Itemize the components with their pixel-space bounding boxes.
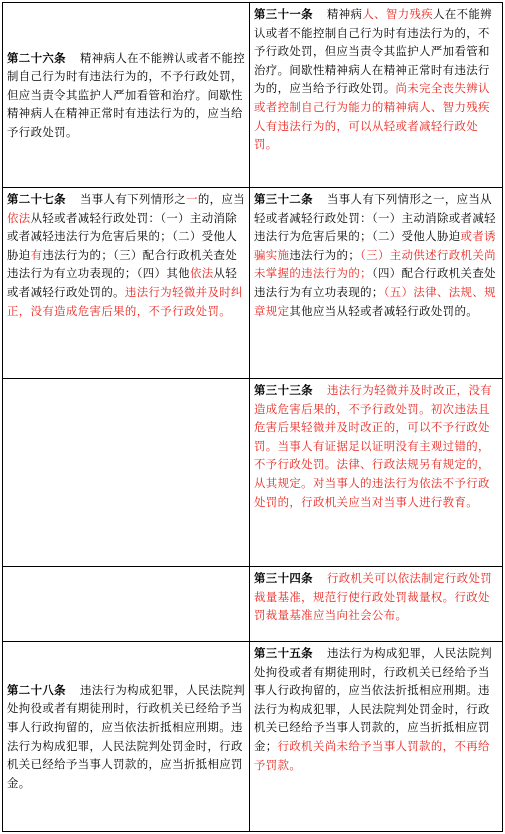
row-5-new-article-cell bbox=[249, 641, 503, 832]
article-text: 违法行为的； bbox=[289, 247, 361, 262]
revised-text: 有 bbox=[30, 247, 43, 262]
revised-text: （五）法律、法规、规章规定 bbox=[254, 284, 496, 318]
article-text: 当事人有下列情形之一，应当从轻或者减轻行政处罚：（一）主动消除或者减轻违法行为危害后果的；（二）受他人胁迫 bbox=[254, 192, 496, 244]
revised-text: 违法行为轻微并及时改正，没有造成危害后果的，不予行政处罚。初次违法且危害后果轻微并及时改正的，可以不予行政处罚。当事人有证据足以证明没有主观过错的，不予行政处罚。法律、行政法规另有规定的，从其规定。对当事人的违法行为依法不予行政处罚的，行政机关应当对当事人进行教育。 bbox=[254, 383, 493, 509]
article-text: （四）配合行政机关查处违法行为有立功表现的； bbox=[254, 266, 496, 299]
row-2-new-article-cell bbox=[249, 187, 503, 379]
row-1-old-article-cell bbox=[2, 2, 250, 188]
revised-text: （三）主动供述行政机关尚未掌握的违法行为的； bbox=[254, 247, 496, 281]
revised-text: 或者诱骗实施 bbox=[254, 229, 496, 262]
article-number: 第三十一条 bbox=[254, 7, 313, 21]
revised-text: 人、智力残疾 bbox=[362, 7, 434, 21]
article-text: 违法行为构成犯罪，人民法院判处拘役或者有期徒刑时，行政机关已经给予当事人行政拘留的，应当依法折抵相应刑期。违法行为构成犯罪，人民法院判处罚金时，行政机关已经给予当事人罚款的，应当折抵相应罚金。 bbox=[7, 682, 246, 790]
row-1-old-article-text bbox=[7, 49, 246, 142]
row-2-old-article-cell bbox=[2, 187, 250, 379]
article-text: 违法行为的；（三）配合行政机关查处违法行为有立功表现的；（四）其他 bbox=[7, 247, 238, 281]
article-number: 第三十三条 bbox=[254, 383, 313, 397]
revised-text: 行政机关可以依法制定行政处罚裁量基准，规范行使行政处罚裁量权。行政处罚裁量基准应当向社会公布。 bbox=[254, 571, 493, 623]
revised-text: 违法行为轻微并及时纠正，没有造成危害后果的，不予行政处罚。 bbox=[7, 284, 243, 318]
revised-text: 尚未完全丧失辨认或者控制自己行为能力的精神病人、智力残疾人有违法行为的，可以从轻或者减轻行政处罚。 bbox=[254, 81, 490, 152]
row-3-old-article-cell bbox=[2, 378, 250, 567]
article-text: 的，应当 bbox=[197, 192, 246, 206]
row-3-new-article-cell bbox=[249, 378, 503, 567]
article-number: 第三十二条 bbox=[254, 192, 313, 206]
article-text: 人在不能辨认或者不能控制自己行为时有违法行为的，不予行政处罚，但应当责令其监护人严加看管和治疗。间歇性精神病人在精神正常时有违法行为的，应当给予行政处罚。 bbox=[254, 7, 493, 96]
revised-text: 行政机关尚未给予当事人罚款的，不再给予罚款。 bbox=[254, 738, 490, 772]
row-5-old-article-cell bbox=[2, 641, 250, 832]
article-text: 当事人有下列情形之 bbox=[79, 192, 187, 206]
article-text: 其他应当从轻或者减轻行政处罚的。 bbox=[289, 303, 479, 318]
row-3-new-article-text bbox=[254, 381, 499, 511]
row-2-old-article-text bbox=[7, 190, 246, 320]
article-number: 第二十七条 bbox=[7, 192, 66, 206]
revised-text: 一 bbox=[186, 192, 198, 206]
row-2-new-article-text bbox=[254, 190, 499, 320]
article-text: 精神病人在不能辨认或者不能控制自己行为时有违法行为的，不予行政处罚，但应当责令其监护人严加看管和治疗。间歇性精神病人在精神正常时有违法行为的，应当给予行政处罚。 bbox=[7, 50, 246, 139]
article-text: 从轻或者减轻行政处罚的。 bbox=[7, 266, 238, 299]
row-4-new-article-cell bbox=[249, 566, 503, 642]
row-1-new-article-text bbox=[254, 5, 499, 154]
article-number: 第二十六条 bbox=[7, 50, 66, 65]
row-4-new-article-text bbox=[254, 569, 499, 625]
article-number: 第三十五条 bbox=[254, 646, 313, 660]
row-1-new-article-cell bbox=[249, 2, 503, 188]
article-text: 精神病 bbox=[326, 7, 363, 21]
row-5-new-article-text bbox=[254, 644, 499, 774]
article-text: 违法行为构成犯罪，人民法院判处拘役或者有期徒刑时，行政机关已经给予当事人行政拘留的，应当依法折抵相应刑期。违法行为构成犯罪，人民法院判处罚金时，行政机关已经给予当事人罚款的，应当折抵相应罚金； bbox=[254, 646, 493, 753]
article-text: 从轻或者减轻行政处罚：（一）主动消除或者减轻违法行为危害后果的；（二）受他人胁迫 bbox=[7, 210, 238, 262]
row-5-old-article-text bbox=[7, 681, 246, 793]
article-number: 第三十四条 bbox=[254, 571, 313, 585]
revised-text: 依法 bbox=[189, 266, 214, 281]
revised-text: 依法 bbox=[7, 210, 31, 225]
row-4-old-article-cell bbox=[2, 566, 250, 642]
article-number: 第二十八条 bbox=[7, 682, 66, 697]
